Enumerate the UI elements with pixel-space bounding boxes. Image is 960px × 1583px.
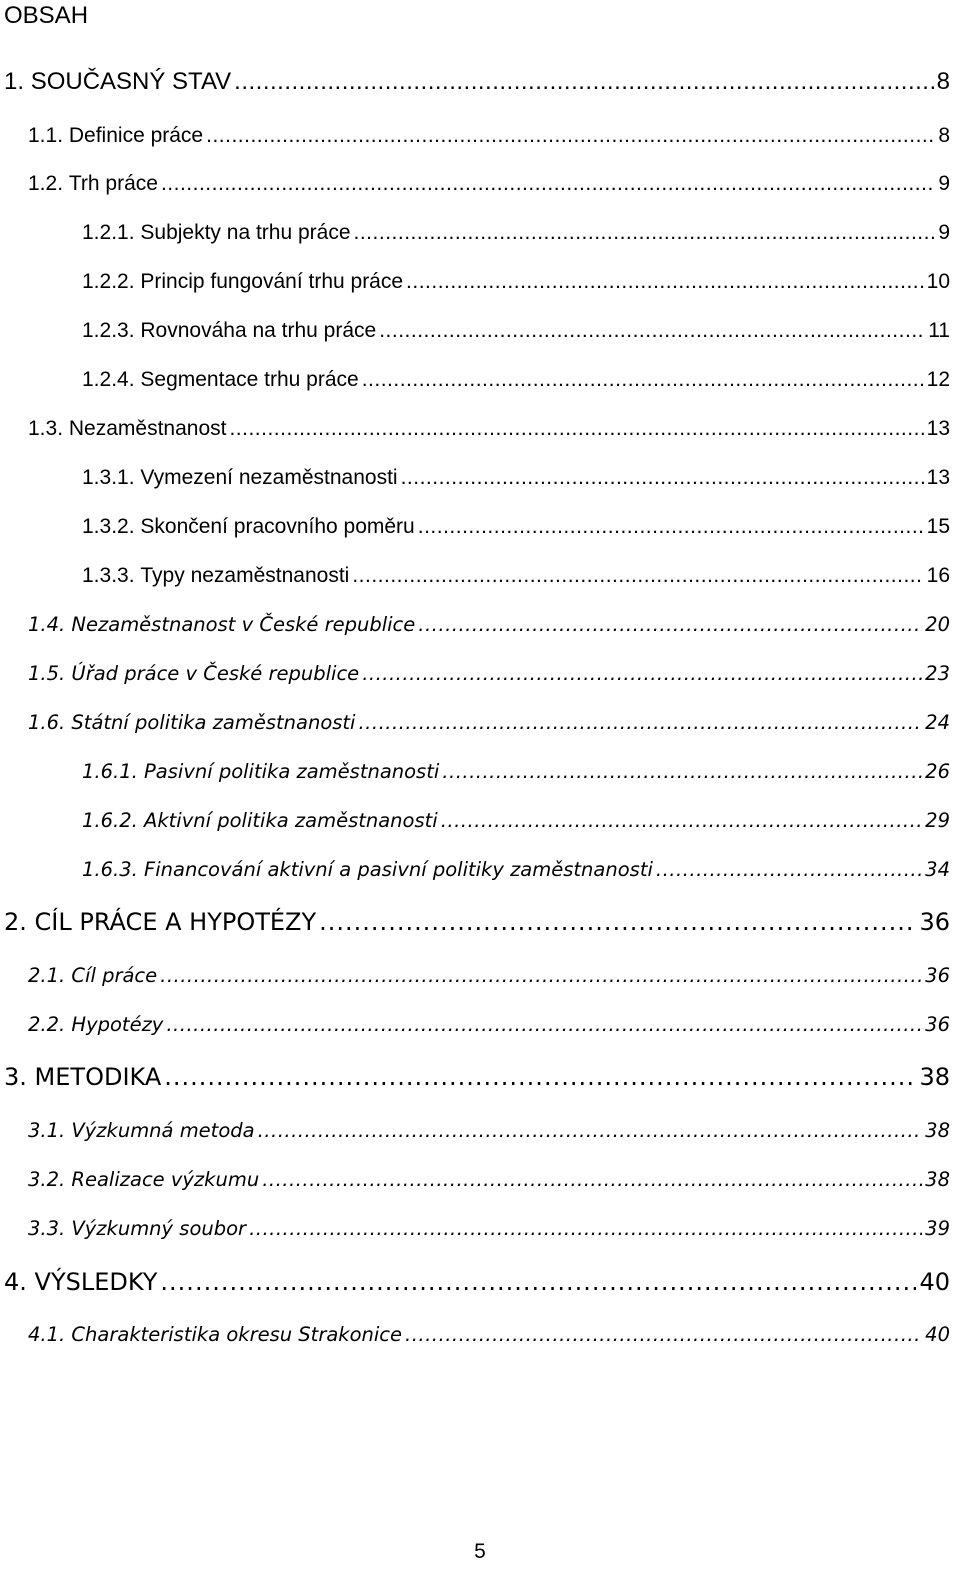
toc-entry-page: 38	[925, 1168, 950, 1191]
toc-entry-page: 24	[925, 711, 950, 734]
toc-entry-1-1[interactable]	[28, 121, 950, 151]
toc-leader-dots	[442, 757, 922, 787]
toc-entry-page: 39	[925, 1217, 950, 1240]
toc-entry-page: 12	[926, 368, 950, 391]
toc-entry-text: Typy nezaměstnanosti	[140, 564, 350, 587]
toc-entry-text: Subjekty na trhu práce	[140, 221, 351, 244]
toc-entry-number: 1.6.2.	[82, 809, 138, 832]
toc-entry-3-3[interactable]	[28, 1214, 950, 1244]
toc-leader-dots	[418, 610, 922, 640]
toc-entry-number: 1.2.4.	[82, 368, 135, 391]
toc-leader-dots	[379, 316, 925, 346]
toc-entry-number: 2.1.	[28, 964, 66, 987]
toc-entry-number: 3.3.	[28, 1217, 66, 1240]
toc-entry-1-6-3[interactable]	[82, 855, 950, 885]
toc-entry-number: 1.3.2.	[82, 515, 135, 538]
toc-entry-number: 1.2.3.	[82, 319, 135, 342]
toc-entry-text: Aktivní politika zaměstnanosti	[144, 809, 438, 832]
toc-entry-1-2[interactable]	[28, 169, 950, 199]
toc-entry-1-6-1[interactable]	[82, 757, 950, 787]
toc-entry-1-6[interactable]	[28, 708, 950, 738]
toc-entry-page: 11	[928, 319, 950, 342]
toc-leader-dots	[362, 365, 924, 395]
toc-entry-page: 36	[925, 964, 950, 987]
toc-entry-text: Rovnováha na trhu práce	[140, 319, 377, 342]
toc-entry-4-1[interactable]	[28, 1320, 950, 1350]
toc-entry-3-2[interactable]	[28, 1165, 950, 1195]
toc-entry-text: Hypotézy	[71, 1013, 164, 1036]
toc-leader-dots	[319, 907, 916, 937]
toc-entry-page: 15	[926, 515, 950, 538]
page-number: 5	[474, 1540, 486, 1563]
toc-entry-1-3-3[interactable]	[82, 561, 950, 591]
toc-entry-page: 9	[938, 172, 950, 195]
toc-leader-dots	[160, 1267, 916, 1297]
toc-entry-text: Úřad práce v České republice	[71, 662, 360, 685]
toc-entry-number: 1.2.2.	[82, 270, 135, 293]
toc-leader-dots	[262, 1165, 922, 1195]
toc-entry-1-6-2[interactable]	[82, 806, 950, 836]
toc-entry-number: 1.2.1.	[82, 221, 135, 244]
toc-entry-1-4[interactable]	[28, 610, 950, 640]
toc-entry-page: 9	[938, 221, 950, 244]
toc-entry-number: 1.3.1.	[82, 466, 135, 489]
toc-entry-2[interactable]	[4, 907, 950, 937]
toc-leader-dots	[161, 169, 935, 199]
toc-entry-page: 8	[938, 124, 950, 147]
toc-entry-text: Pasivní politika zaměstnanosti	[144, 760, 440, 783]
toc-leader-dots	[358, 708, 922, 738]
toc-entry-number: 1.	[4, 68, 25, 95]
toc-entry-number: 1.6.3.	[82, 858, 138, 881]
toc-entry-number: 1.2.	[28, 172, 64, 195]
toc-leader-dots	[249, 1214, 922, 1244]
toc-entry-1-3[interactable]	[28, 414, 950, 444]
toc-entry-2-1[interactable]	[28, 961, 950, 991]
toc-entry-page: 10	[926, 270, 950, 293]
toc-entry-page: 26	[925, 760, 950, 783]
toc-entry-number: 3.2.	[28, 1168, 66, 1191]
toc-entry-text: Cíl práce	[71, 964, 158, 987]
toc-entry-text: Výzkumný soubor	[71, 1217, 247, 1240]
toc-entry-page: 40	[925, 1323, 950, 1346]
toc-leader-dots	[229, 414, 923, 444]
toc-leader-dots	[206, 121, 935, 151]
toc-leader-dots	[362, 659, 922, 689]
toc-entry-text: Nezaměstnanost v České republice	[71, 613, 416, 636]
toc-entry-page: 34	[925, 858, 950, 881]
toc-entry-text: Státní politika zaměstnanosti	[71, 711, 356, 734]
toc-entry-text: Financování aktivní a pasivní politiky zaměstnanosti	[144, 858, 653, 881]
toc-leader-dots	[166, 1010, 922, 1040]
toc-entry-page: 29	[925, 809, 950, 832]
toc-leader-dots	[405, 1320, 922, 1350]
toc-leader-dots	[401, 463, 924, 493]
toc-entry-text: METODIKA	[34, 1063, 162, 1091]
toc-entry-1-5[interactable]	[28, 659, 950, 689]
toc-entry-1-2-1[interactable]	[82, 218, 950, 248]
toc-entry-text: VÝSLEDKY	[34, 1268, 158, 1296]
toc-entry-text: Realizace výzkumu	[71, 1168, 260, 1191]
toc-entry-2-2[interactable]	[28, 1010, 950, 1040]
toc-entry-number: 1.3.	[28, 417, 64, 440]
toc-entry-number: 1.6.	[28, 711, 66, 734]
toc-entry-number: 1.3.3.	[82, 564, 135, 587]
toc-leader-dots	[234, 67, 933, 97]
toc-entry-page: 23	[925, 662, 950, 685]
toc-entry-number: 1.1.	[28, 124, 64, 147]
toc-entry-1-2-3[interactable]	[82, 316, 950, 346]
toc-entry-3-1[interactable]	[28, 1116, 950, 1146]
toc-entry-number: 4.1.	[28, 1323, 66, 1346]
toc-entry-number: 1.5.	[28, 662, 66, 685]
toc-leader-dots	[406, 267, 924, 297]
toc-entry-page: 38	[925, 1119, 950, 1142]
toc-entry-page: 36	[925, 1013, 950, 1036]
toc-entry-3[interactable]	[4, 1062, 950, 1092]
toc-entry-page: 40	[919, 1268, 950, 1296]
toc-leader-dots	[656, 855, 922, 885]
toc-entry-page: 16	[926, 564, 950, 587]
toc-entry-number: 3.	[4, 1063, 27, 1091]
toc-leader-dots	[352, 561, 923, 591]
toc-entry-text: Skončení pracovního poměru	[140, 515, 415, 538]
toc-entry-page: 38	[919, 1063, 950, 1091]
toc-entry-number: 1.6.1.	[82, 760, 138, 783]
toc-entry-page: 13	[926, 466, 950, 489]
toc-entry-page: 8	[936, 68, 950, 95]
toc-title: OBSAH	[4, 2, 89, 29]
toc-entry-number: 2.2.	[28, 1013, 66, 1036]
toc-entry-1[interactable]	[4, 67, 950, 97]
toc-leader-dots	[441, 806, 922, 836]
toc-entry-text: SOUČASNÝ STAV	[30, 68, 232, 95]
toc-entry-number: 1.4.	[28, 613, 66, 636]
toc-entry-number: 2.	[4, 908, 27, 936]
toc-leader-dots	[418, 512, 924, 542]
toc-entry-text: Segmentace trhu práce	[140, 368, 359, 391]
toc-entry-1-3-2[interactable]	[82, 512, 950, 542]
toc-leader-dots	[258, 1116, 923, 1146]
toc-entry-text: Nezaměstnanost	[68, 417, 227, 440]
toc-entry-number: 3.1.	[28, 1119, 66, 1142]
toc-entry-page: 13	[926, 417, 950, 440]
toc-entry-page: 20	[925, 613, 950, 636]
toc-entry-text: Vymezení nezaměstnanosti	[140, 466, 398, 489]
toc-leader-dots	[164, 1062, 916, 1092]
toc-leader-dots	[160, 961, 922, 991]
toc-entry-1-2-4[interactable]	[82, 365, 950, 395]
toc-entry-text: Trh práce	[68, 172, 158, 195]
toc-entry-page: 36	[919, 908, 950, 936]
toc-entry-1-2-2[interactable]	[82, 267, 950, 297]
toc-leader-dots	[354, 218, 936, 248]
toc-entry-text: Charakteristika okresu Strakonice	[71, 1323, 403, 1346]
toc-entry-text: Výzkumná metoda	[71, 1119, 255, 1142]
toc-entry-text: CÍL PRÁCE A HYPOTÉZY	[34, 908, 317, 936]
toc-entry-text: Definice práce	[68, 124, 204, 147]
toc-entry-text: Princip fungování trhu práce	[140, 270, 404, 293]
toc-entry-1-3-1[interactable]	[82, 463, 950, 493]
toc-entry-4[interactable]	[4, 1267, 950, 1297]
toc-entry-number: 4.	[4, 1268, 27, 1296]
